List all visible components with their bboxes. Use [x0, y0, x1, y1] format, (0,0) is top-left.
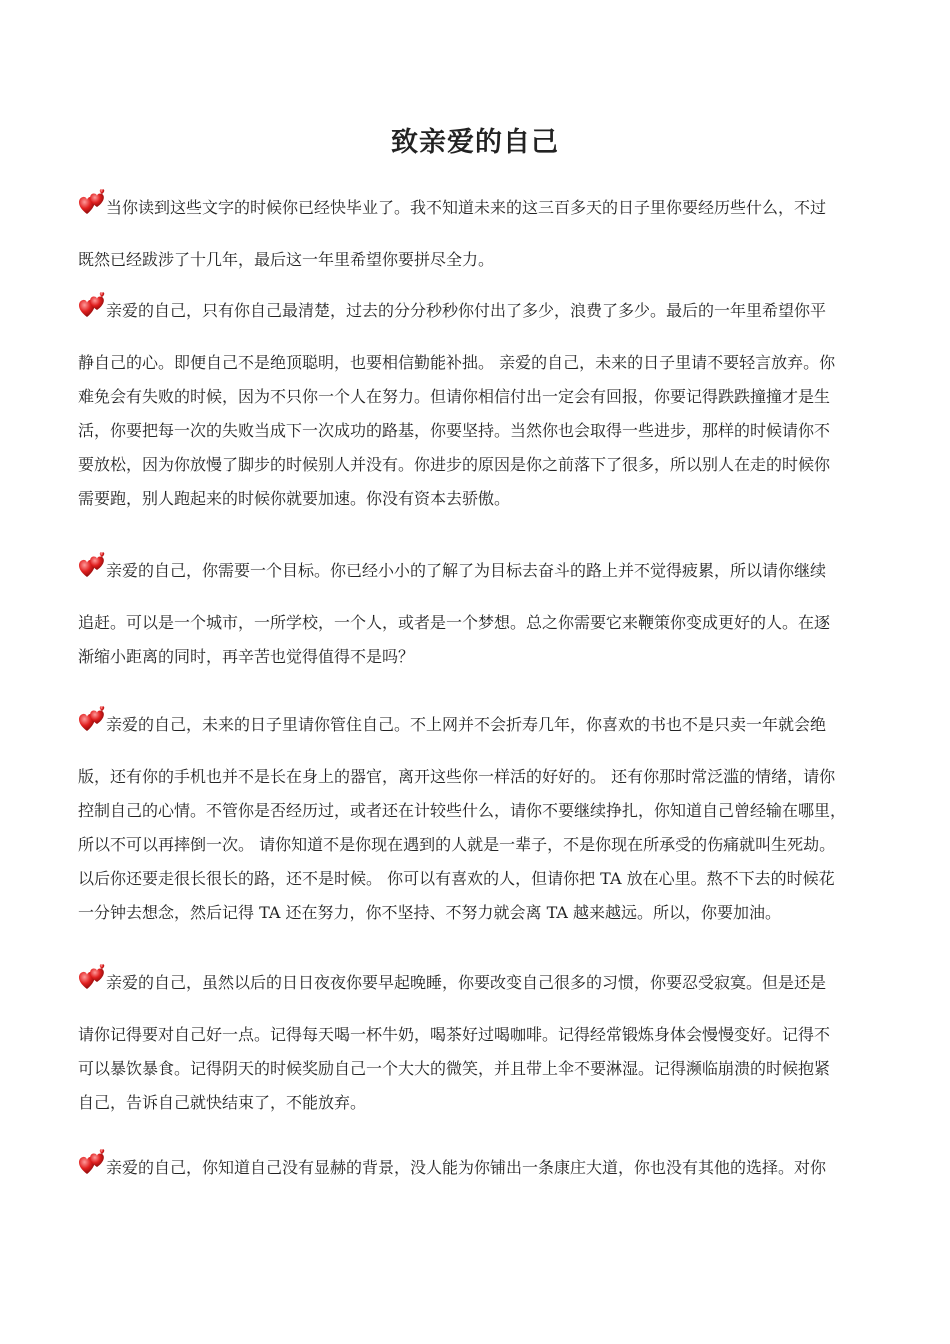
paragraph-line: 当你读到这些文字的时候你已经快毕业了。我不知道未来的这三百多天的日子里你要经历些什么，不过	[106, 198, 827, 217]
heart-icon	[78, 1147, 108, 1175]
paragraph-line: 要放松，因为你放慢了脚步的时候别人并没有。你进步的原因是你之前落下了很多，所以别人在走的时候你	[78, 455, 831, 474]
paragraph-line: 亲爱的自己，你需要一个目标。你已经小小的了解了为目标去奋斗的路上并不觉得疲累，所以请你继续	[106, 561, 827, 580]
paragraph-line: 需要跑，别人跑起来的时候你就要加速。你没有资本去骄傲。	[78, 489, 511, 508]
paragraph-line: 难免会有失败的时候，因为不只你一个人在努力。但请你相信付出一定会有回报，你要记得跌跌撞撞才是生	[78, 387, 831, 406]
paragraph-line: 控制自己的心情。不管你是否经历过，或者还在计较些什么，请你不要继续挣扎，你知道自己曾经输在哪里，	[78, 801, 847, 820]
paragraph-line: 亲爱的自己，只有你自己最清楚，过去的分分秒秒你付出了多少，浪费了多少。最后的一年里希望你平	[106, 301, 827, 320]
paragraph-line: 亲爱的自己，未来的日子里请你管住自己。不上网并不会折寿几年，你喜欢的书也不是只卖一年就会绝	[106, 715, 827, 734]
paragraph-line: 亲爱的自己，虽然以后的日日夜夜你要早起晚睡，你要改变自己很多的习惯，你要忍受寂寞。但是还是	[106, 973, 827, 992]
heart-icon	[78, 550, 108, 578]
paragraph-line: 追赶。可以是一个城市，一所学校，一个人，或者是一个梦想。总之你需要它来鞭策你变成更好的人。在逐	[78, 613, 831, 632]
paragraph-line: 渐缩小距离的同时，再辛苦也觉得值得不是吗？	[78, 647, 415, 666]
paragraph-line: 版，还有你的手机也并不是长在身上的器官，离开这些你一样活的好好的。 还有你那时常泛滥的情绪，请你	[78, 767, 836, 786]
heart-icon	[78, 704, 108, 732]
paragraph-line: 请你记得要对自己好一点。记得每天喝一杯牛奶，喝茶好过喝咖啡。记得经常锻炼身体会慢慢变好。记得不	[78, 1025, 831, 1044]
paragraph-line: 一分钟去想念，然后记得 TA 还在努力，你不坚持、不努力就会离 TA 越来越远。所以，你要加油。	[78, 903, 782, 922]
heart-icon	[78, 962, 108, 990]
heart-icon	[78, 187, 108, 215]
paragraph-line: 活，你要把每一次的失败当成下一次成功的路基，你要坚持。当然你也会取得一些进步，那样的时候请你不	[78, 421, 831, 440]
paragraph-line: 既然已经跋涉了十几年，最后这一年里希望你要拼尽全力。	[78, 250, 495, 269]
paragraph-line: 所以不可以再摔倒一次。 请你知道不是你现在遇到的人就是一辈子，不是你现在所承受的伤痛就叫生死劫。	[78, 835, 836, 854]
heart-icon	[78, 290, 108, 318]
paragraph-line: 静自己的心。即便自己不是绝顶聪明，也要相信勤能补拙。 亲爱的自己，未来的日子里请不要轻言放弃。你	[78, 353, 836, 372]
page-title: 致亲爱的自己	[391, 127, 559, 158]
paragraph-line: 可以暴饮暴食。记得阴天的时候奖励自己一个大大的微笑，并且带上伞不要淋湿。记得濒临崩溃的时候抱紧	[78, 1059, 831, 1078]
paragraph-line: 自己，告诉自己就快结束了，不能放弃。	[78, 1093, 367, 1112]
paragraph-line: 亲爱的自己，你知道自己没有显赫的背景，没人能为你铺出一条康庄大道，你也没有其他的选择。对你	[106, 1158, 827, 1177]
paragraph-line: 以后你还要走很长很长的路，还不是时候。 你可以有喜欢的人，但请你把 TA 放在心里。熬不下去的时候花	[78, 869, 835, 888]
